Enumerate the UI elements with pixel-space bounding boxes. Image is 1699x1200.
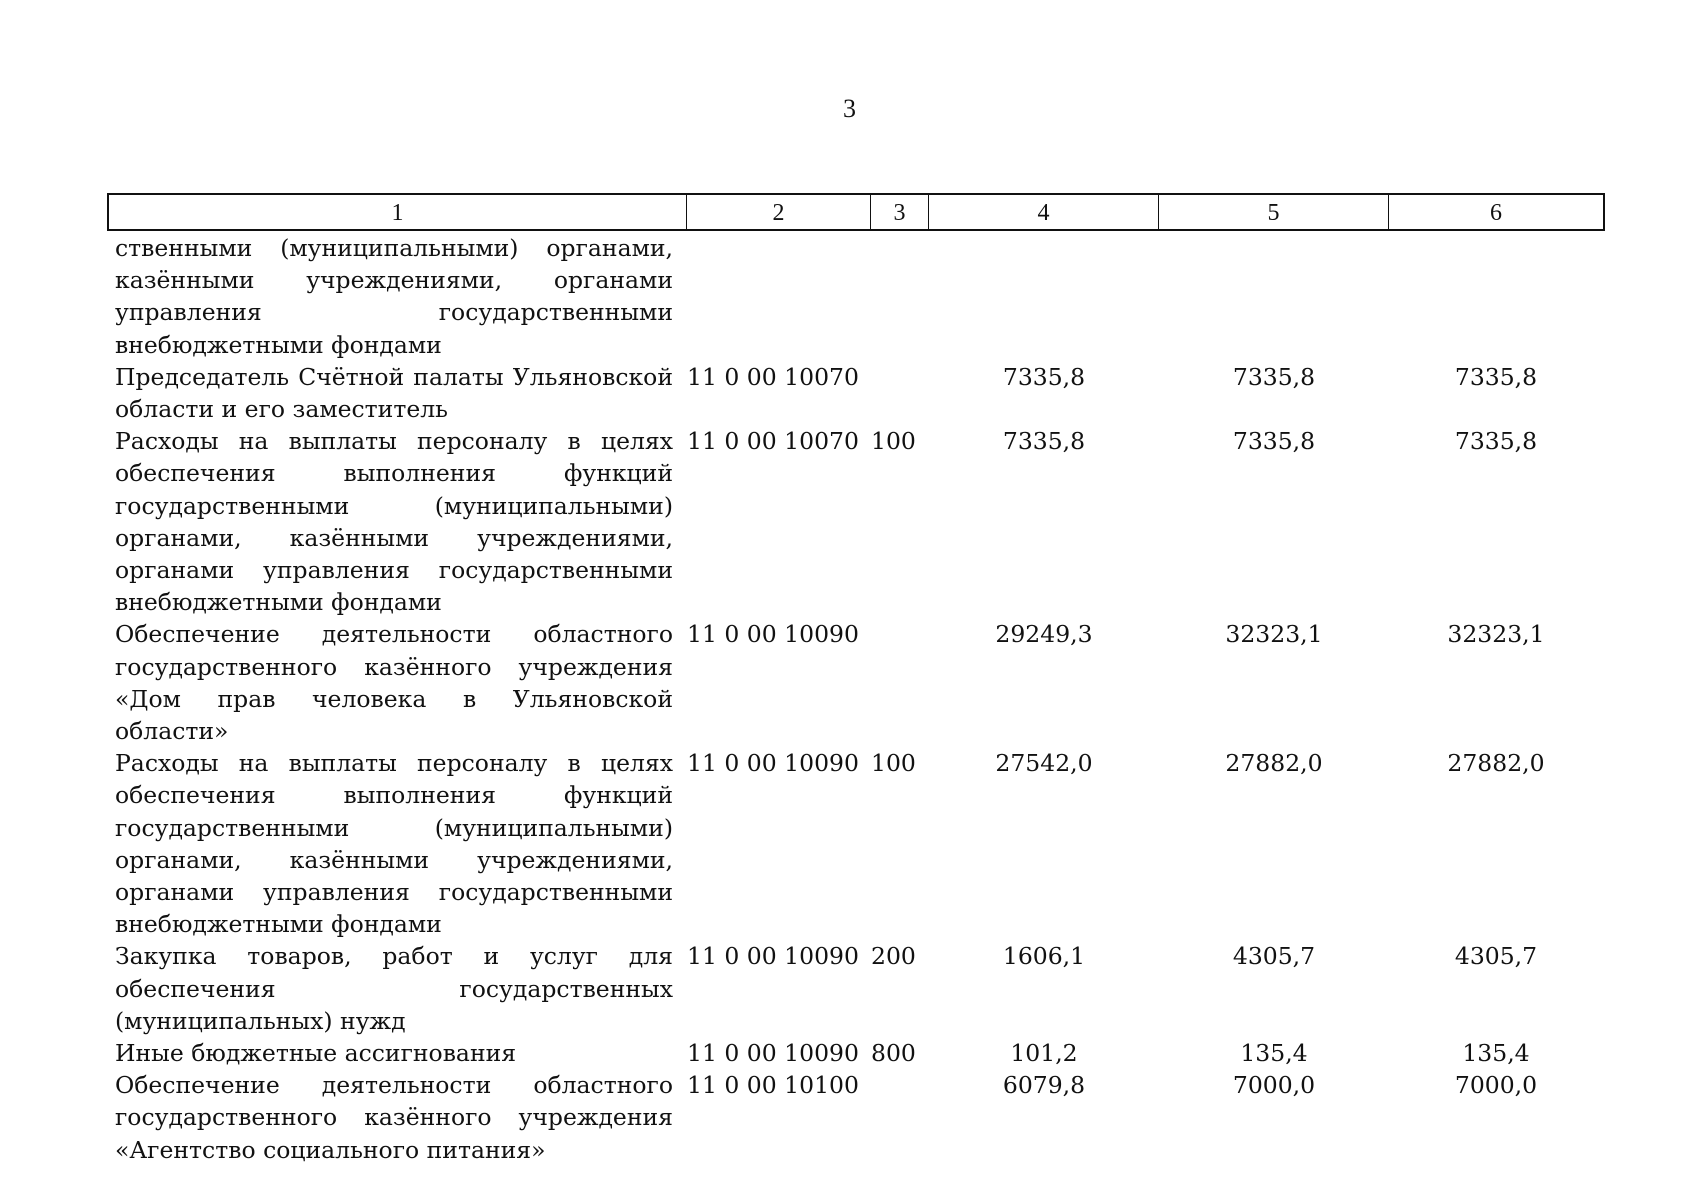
- row-value-5: 135,4: [1240, 1039, 1308, 1068]
- header-cell-6: 6: [1490, 200, 1502, 226]
- row-name: Председатель Счётной палаты Ульяновской области и его заместитель: [115, 362, 673, 424]
- row-value-4: 101,2: [1010, 1039, 1078, 1068]
- row-value-6: 7000,0: [1454, 1071, 1538, 1100]
- row-expense-type: [871, 232, 929, 361]
- row-value-6: 7335,8: [1454, 362, 1538, 391]
- table-row: [107, 1037, 1605, 1069]
- table-row: [107, 425, 1605, 618]
- table-row: [107, 361, 1605, 425]
- row-expense-type: 200: [871, 942, 916, 971]
- row-code: 11 0 00 10090: [687, 620, 859, 649]
- row-code: 11 0 00 10100: [687, 1071, 859, 1100]
- row-value-6: 32323,1: [1447, 620, 1545, 649]
- row-name: Обеспечение деятельности областного государственного казённого учреждения «Агентство социального питания»: [115, 1071, 673, 1164]
- row-value-6: 7335,8: [1454, 427, 1538, 456]
- row-value-5: 7000,0: [1232, 1071, 1316, 1100]
- row-expense-type: 100: [871, 749, 916, 778]
- row-expense-type: [871, 361, 929, 425]
- row-name: Расходы на выплаты персоналу в целях обеспечения выполнения функций государственными (муниципальными) органами, казёнными учреждениями, органами управления государственными внебюджетными фондами: [115, 749, 673, 939]
- header-cell-1: 1: [109, 195, 687, 229]
- row-expense-type: [871, 1069, 929, 1166]
- header-cell-3: 3: [871, 195, 929, 229]
- row-expense-type: [871, 618, 929, 747]
- header-cell-2: 2: [687, 195, 871, 229]
- header-cell-5: 5: [1159, 195, 1389, 229]
- row-expense-type: 100: [871, 427, 916, 456]
- row-code: [685, 232, 871, 361]
- row-expense-type: 800: [871, 1039, 916, 1068]
- row-value-6: 27882,0: [1447, 749, 1545, 778]
- header-cell-4: 4: [929, 195, 1159, 229]
- table-row: [107, 747, 1605, 940]
- page-number: 3: [843, 94, 856, 123]
- table-row: [107, 232, 1605, 361]
- row-value-6: 4305,7: [1454, 942, 1538, 971]
- row-code: 11 0 00 10090: [687, 1039, 859, 1068]
- row-name: Обеспечение деятельности областного государственного казённого учреждения «Дом прав человека в Ульяновской области»: [115, 620, 673, 746]
- table-row: [107, 940, 1605, 1037]
- row-code: 11 0 00 10070: [687, 427, 859, 456]
- row-name: Расходы на выплаты персоналу в целях обеспечения выполнения функций государственными (муниципальными) органами, казёнными учреждениями, органами управления государственными внебюджетными фондами: [115, 427, 673, 617]
- table-header: [107, 193, 1605, 231]
- row-value-5: 4305,7: [1232, 942, 1316, 971]
- row-code: 11 0 00 10090: [687, 942, 859, 971]
- table-row: [107, 1069, 1605, 1166]
- row-code: 11 0 00 10090: [687, 749, 859, 778]
- row-name: ственными (муниципальными) органами, казёнными учреждениями, органами управления государственными внебюджетными фондами: [115, 234, 673, 359]
- row-value-4: 27542,0: [995, 749, 1093, 778]
- row-value-6: [1389, 232, 1603, 361]
- row-value-5: 27882,0: [1225, 749, 1323, 778]
- row-value-4: 29249,3: [995, 620, 1093, 649]
- row-name: Закупка товаров, работ и услуг для обеспечения государственных (муниципальных) нужд: [115, 942, 673, 1035]
- row-value-4: 6079,8: [1002, 1071, 1086, 1100]
- row-value-6: 135,4: [1462, 1039, 1530, 1068]
- row-value-5: 32323,1: [1225, 620, 1323, 649]
- row-value-5: [1159, 232, 1389, 361]
- row-name: Иные бюджетные ассигнования: [115, 1039, 517, 1068]
- row-value-5: 7335,8: [1232, 362, 1316, 391]
- row-value-4: 7335,8: [1002, 362, 1086, 391]
- row-value-4: 1606,1: [1002, 942, 1086, 971]
- row-code: 11 0 00 10070: [687, 362, 859, 391]
- row-value-4: 7335,8: [1002, 427, 1086, 456]
- row-value-5: 7335,8: [1232, 427, 1316, 456]
- table-row: [107, 618, 1605, 747]
- row-value-4: [929, 232, 1159, 361]
- budget-table-body: [107, 232, 1605, 1166]
